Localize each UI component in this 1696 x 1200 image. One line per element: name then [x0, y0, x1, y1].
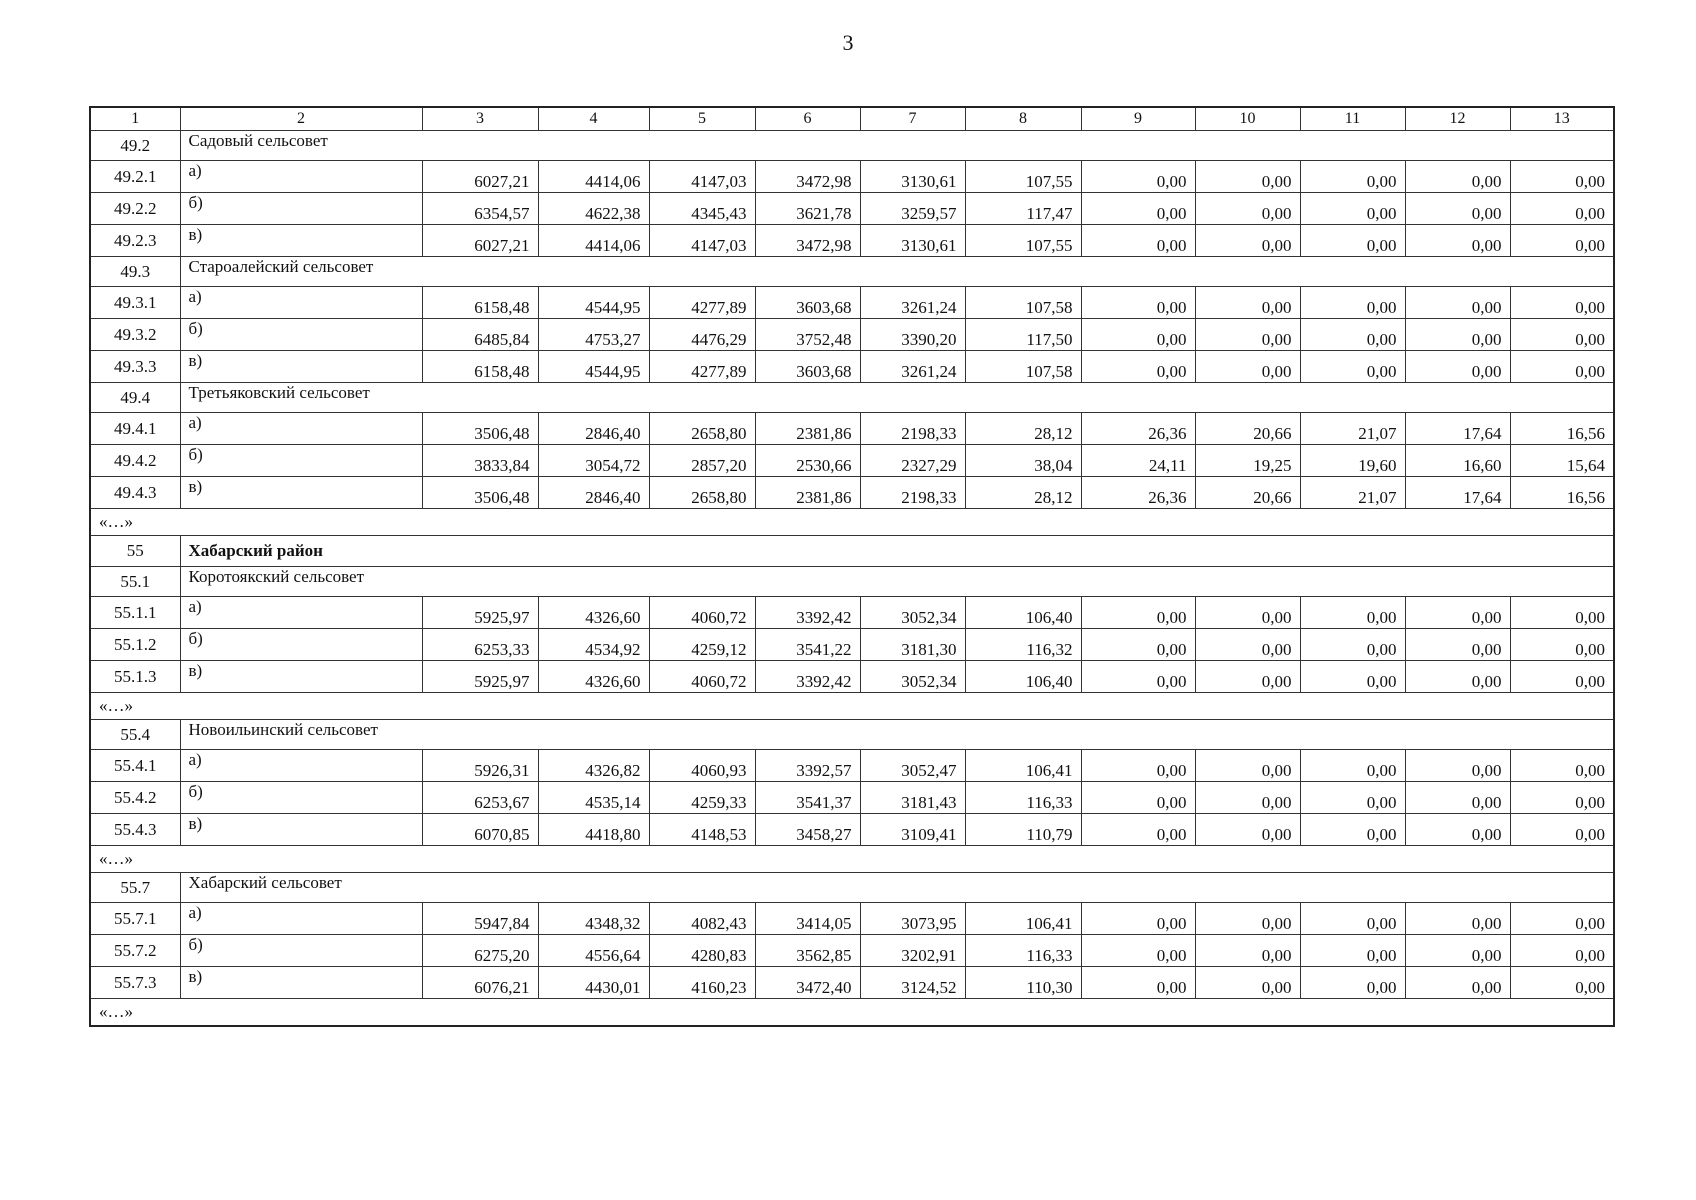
value-cell: 0,00	[1081, 661, 1195, 693]
table-row	[90, 193, 1614, 225]
column-number: 13	[1510, 107, 1614, 131]
column-number: 8	[965, 107, 1081, 131]
value-cell: 0,00	[1510, 161, 1614, 193]
value-cell: 2381,86	[755, 413, 860, 445]
value-cell: 5925,97	[422, 597, 538, 629]
value-cell: 2381,86	[755, 477, 860, 509]
settlement-name: Третьяковский сельсовет	[180, 383, 1614, 413]
value-cell: 106,41	[965, 750, 1081, 782]
value-cell: 0,00	[1195, 967, 1300, 999]
value-cell: 4277,89	[649, 287, 755, 319]
value-cell: 0,00	[1300, 629, 1405, 661]
value-cell: 0,00	[1195, 193, 1300, 225]
value-cell: 0,00	[1510, 287, 1614, 319]
value-cell: 0,00	[1300, 193, 1405, 225]
value-cell: 0,00	[1081, 161, 1195, 193]
row-label: б)	[180, 629, 422, 661]
value-cell: 4060,93	[649, 750, 755, 782]
omission-mark: «…»	[90, 846, 1614, 873]
settlement-header-row	[90, 257, 1614, 287]
value-cell: 4060,72	[649, 661, 755, 693]
value-cell: 0,00	[1405, 629, 1510, 661]
value-cell: 0,00	[1195, 351, 1300, 383]
value-cell: 6158,48	[422, 351, 538, 383]
row-code: 55.1.2	[90, 629, 180, 661]
value-cell: 4544,95	[538, 351, 649, 383]
value-cell: 3833,84	[422, 445, 538, 477]
value-cell: 0,00	[1510, 225, 1614, 257]
row-code: 49.4.1	[90, 413, 180, 445]
value-cell: 0,00	[1195, 935, 1300, 967]
value-cell: 3541,22	[755, 629, 860, 661]
settlement-name: Хабарский сельсовет	[180, 873, 1614, 903]
value-cell: 6253,33	[422, 629, 538, 661]
value-cell: 21,07	[1300, 413, 1405, 445]
row-code: 55.4.3	[90, 814, 180, 846]
value-cell: 5947,84	[422, 903, 538, 935]
value-cell: 0,00	[1510, 661, 1614, 693]
value-cell: 0,00	[1195, 597, 1300, 629]
value-cell: 4277,89	[649, 351, 755, 383]
value-cell: 106,40	[965, 597, 1081, 629]
value-cell: 2846,40	[538, 413, 649, 445]
value-cell: 0,00	[1300, 750, 1405, 782]
settlement-header-row	[90, 131, 1614, 161]
value-cell: 0,00	[1300, 814, 1405, 846]
row-label: б)	[180, 445, 422, 477]
value-cell: 4535,14	[538, 782, 649, 814]
value-cell: 0,00	[1510, 935, 1614, 967]
value-cell: 0,00	[1405, 661, 1510, 693]
value-cell: 0,00	[1300, 225, 1405, 257]
row-code: 55.4.1	[90, 750, 180, 782]
value-cell: 3202,91	[860, 935, 965, 967]
value-cell: 4345,43	[649, 193, 755, 225]
row-code: 55.1	[90, 567, 180, 597]
value-cell: 2198,33	[860, 477, 965, 509]
table-row	[90, 351, 1614, 383]
column-number: 6	[755, 107, 860, 131]
value-cell: 3506,48	[422, 477, 538, 509]
table-row	[90, 750, 1614, 782]
value-cell: 0,00	[1081, 935, 1195, 967]
value-cell: 6485,84	[422, 319, 538, 351]
value-cell: 20,66	[1195, 477, 1300, 509]
value-cell: 0,00	[1195, 903, 1300, 935]
value-cell: 4414,06	[538, 225, 649, 257]
value-cell: 0,00	[1195, 661, 1300, 693]
settlement-name: Староалейский сельсовет	[180, 257, 1614, 287]
row-label: в)	[180, 351, 422, 383]
row-code: 49.3	[90, 257, 180, 287]
value-cell: 0,00	[1405, 319, 1510, 351]
value-cell: 5926,31	[422, 750, 538, 782]
value-cell: 0,00	[1195, 629, 1300, 661]
value-cell: 4160,23	[649, 967, 755, 999]
value-cell: 4348,32	[538, 903, 649, 935]
row-code: 49.3.3	[90, 351, 180, 383]
row-label: в)	[180, 814, 422, 846]
value-cell: 3261,24	[860, 287, 965, 319]
value-cell: 0,00	[1300, 967, 1405, 999]
value-cell: 6027,21	[422, 225, 538, 257]
value-cell: 6354,57	[422, 193, 538, 225]
row-label: б)	[180, 193, 422, 225]
value-cell: 0,00	[1510, 629, 1614, 661]
column-number: 3	[422, 107, 538, 131]
value-cell: 4753,27	[538, 319, 649, 351]
value-cell: 3752,48	[755, 319, 860, 351]
district-name: Хабарский район	[180, 536, 1614, 567]
value-cell: 116,33	[965, 935, 1081, 967]
value-cell: 0,00	[1300, 661, 1405, 693]
row-label: а)	[180, 287, 422, 319]
value-cell: 2530,66	[755, 445, 860, 477]
row-label: а)	[180, 903, 422, 935]
column-number: 4	[538, 107, 649, 131]
value-cell: 4060,72	[649, 597, 755, 629]
value-cell: 4326,82	[538, 750, 649, 782]
value-cell: 0,00	[1195, 814, 1300, 846]
value-cell: 3392,42	[755, 597, 860, 629]
column-number: 5	[649, 107, 755, 131]
value-cell: 0,00	[1081, 750, 1195, 782]
row-label: в)	[180, 477, 422, 509]
row-code: 55.7.3	[90, 967, 180, 999]
value-cell: 0,00	[1081, 193, 1195, 225]
row-label: б)	[180, 319, 422, 351]
settlement-header-row	[90, 567, 1614, 597]
value-cell: 0,00	[1510, 351, 1614, 383]
omission-mark: «…»	[90, 999, 1614, 1027]
settlement-header-row	[90, 720, 1614, 750]
value-cell: 0,00	[1405, 225, 1510, 257]
value-cell: 3259,57	[860, 193, 965, 225]
value-cell: 3472,98	[755, 225, 860, 257]
value-cell: 0,00	[1405, 351, 1510, 383]
row-code: 49.3.1	[90, 287, 180, 319]
value-cell: 2658,80	[649, 413, 755, 445]
value-cell: 4147,03	[649, 161, 755, 193]
row-code: 55.7.1	[90, 903, 180, 935]
row-code: 49.4.3	[90, 477, 180, 509]
value-cell: 106,40	[965, 661, 1081, 693]
value-cell: 15,64	[1510, 445, 1614, 477]
value-cell: 0,00	[1300, 782, 1405, 814]
table-row	[90, 287, 1614, 319]
value-cell: 116,32	[965, 629, 1081, 661]
value-cell: 21,07	[1300, 477, 1405, 509]
value-cell: 0,00	[1300, 319, 1405, 351]
table-row	[90, 597, 1614, 629]
value-cell: 3390,20	[860, 319, 965, 351]
value-cell: 2198,33	[860, 413, 965, 445]
value-cell: 0,00	[1510, 903, 1614, 935]
value-cell: 0,00	[1195, 319, 1300, 351]
value-cell: 0,00	[1081, 629, 1195, 661]
column-number: 12	[1405, 107, 1510, 131]
value-cell: 0,00	[1300, 597, 1405, 629]
value-cell: 4147,03	[649, 225, 755, 257]
row-code: 49.2.1	[90, 161, 180, 193]
value-cell: 107,55	[965, 225, 1081, 257]
row-label: а)	[180, 750, 422, 782]
value-cell: 20,66	[1195, 413, 1300, 445]
value-cell: 0,00	[1081, 319, 1195, 351]
table-row	[90, 477, 1614, 509]
column-number: 9	[1081, 107, 1195, 131]
column-number: 1	[90, 107, 180, 131]
value-cell: 0,00	[1300, 935, 1405, 967]
value-cell: 16,60	[1405, 445, 1510, 477]
value-cell: 0,00	[1081, 782, 1195, 814]
value-cell: 0,00	[1405, 193, 1510, 225]
value-cell: 3073,95	[860, 903, 965, 935]
row-code: 55.4.2	[90, 782, 180, 814]
value-cell: 0,00	[1510, 319, 1614, 351]
value-cell: 0,00	[1510, 750, 1614, 782]
value-cell: 4556,64	[538, 935, 649, 967]
value-cell: 3052,34	[860, 597, 965, 629]
value-cell: 3054,72	[538, 445, 649, 477]
value-cell: 0,00	[1405, 903, 1510, 935]
value-cell: 28,12	[965, 477, 1081, 509]
row-label: а)	[180, 413, 422, 445]
table-row	[90, 903, 1614, 935]
value-cell: 0,00	[1405, 750, 1510, 782]
table-row	[90, 319, 1614, 351]
value-cell: 0,00	[1081, 351, 1195, 383]
value-cell: 4082,43	[649, 903, 755, 935]
value-cell: 0,00	[1405, 814, 1510, 846]
settlement-name: Новоильинский сельсовет	[180, 720, 1614, 750]
value-cell: 0,00	[1081, 967, 1195, 999]
column-number-row	[90, 107, 1614, 131]
row-label: б)	[180, 782, 422, 814]
value-cell: 0,00	[1195, 782, 1300, 814]
row-code: 55.1.3	[90, 661, 180, 693]
value-cell: 16,56	[1510, 413, 1614, 445]
value-cell: 3124,52	[860, 967, 965, 999]
value-cell: 3472,40	[755, 967, 860, 999]
value-cell: 3130,61	[860, 161, 965, 193]
value-cell: 6253,67	[422, 782, 538, 814]
value-cell: 3392,42	[755, 661, 860, 693]
value-cell: 0,00	[1081, 225, 1195, 257]
row-label: б)	[180, 935, 422, 967]
value-cell: 4259,33	[649, 782, 755, 814]
tariff-table	[89, 106, 1615, 1027]
value-cell: 3621,78	[755, 193, 860, 225]
row-label: в)	[180, 225, 422, 257]
value-cell: 6076,21	[422, 967, 538, 999]
row-code: 49.4.2	[90, 445, 180, 477]
value-cell: 4326,60	[538, 661, 649, 693]
value-cell: 38,04	[965, 445, 1081, 477]
value-cell: 3392,57	[755, 750, 860, 782]
value-cell: 3181,43	[860, 782, 965, 814]
value-cell: 3603,68	[755, 287, 860, 319]
value-cell: 19,60	[1300, 445, 1405, 477]
row-code: 49.2	[90, 131, 180, 161]
value-cell: 107,55	[965, 161, 1081, 193]
row-code: 55.4	[90, 720, 180, 750]
value-cell: 106,41	[965, 903, 1081, 935]
table-row	[90, 782, 1614, 814]
value-cell: 4430,01	[538, 967, 649, 999]
district-header-row	[90, 536, 1614, 567]
row-code: 49.4	[90, 383, 180, 413]
value-cell: 4259,12	[649, 629, 755, 661]
column-number: 10	[1195, 107, 1300, 131]
value-cell: 0,00	[1300, 351, 1405, 383]
value-cell: 24,11	[1081, 445, 1195, 477]
value-cell: 3603,68	[755, 351, 860, 383]
value-cell: 0,00	[1195, 225, 1300, 257]
row-code: 55.7.2	[90, 935, 180, 967]
value-cell: 2658,80	[649, 477, 755, 509]
value-cell: 4476,29	[649, 319, 755, 351]
value-cell: 4414,06	[538, 161, 649, 193]
value-cell: 3130,61	[860, 225, 965, 257]
value-cell: 4622,38	[538, 193, 649, 225]
value-cell: 0,00	[1081, 287, 1195, 319]
value-cell: 0,00	[1510, 782, 1614, 814]
column-number: 7	[860, 107, 965, 131]
value-cell: 117,50	[965, 319, 1081, 351]
value-cell: 4534,92	[538, 629, 649, 661]
settlement-header-row	[90, 383, 1614, 413]
value-cell: 3541,37	[755, 782, 860, 814]
table-row	[90, 445, 1614, 477]
omission-mark: «…»	[90, 509, 1614, 536]
row-code: 49.2.2	[90, 193, 180, 225]
value-cell: 0,00	[1081, 903, 1195, 935]
value-cell: 3472,98	[755, 161, 860, 193]
value-cell: 0,00	[1510, 193, 1614, 225]
row-code: 49.3.2	[90, 319, 180, 351]
value-cell: 4326,60	[538, 597, 649, 629]
settlement-name: Садовый сельсовет	[180, 131, 1614, 161]
omission-row	[90, 846, 1614, 873]
value-cell: 0,00	[1195, 750, 1300, 782]
value-cell: 0,00	[1081, 597, 1195, 629]
value-cell: 0,00	[1195, 161, 1300, 193]
value-cell: 17,64	[1405, 477, 1510, 509]
omission-mark: «…»	[90, 693, 1614, 720]
value-cell: 3458,27	[755, 814, 860, 846]
row-label: а)	[180, 597, 422, 629]
table-row	[90, 814, 1614, 846]
value-cell: 19,25	[1195, 445, 1300, 477]
settlement-name: Коротоякский сельсовет	[180, 567, 1614, 597]
value-cell: 3109,41	[860, 814, 965, 846]
value-cell: 3052,47	[860, 750, 965, 782]
omission-row	[90, 693, 1614, 720]
value-cell: 6158,48	[422, 287, 538, 319]
value-cell: 0,00	[1300, 287, 1405, 319]
value-cell: 0,00	[1405, 161, 1510, 193]
table-row	[90, 413, 1614, 445]
value-cell: 16,56	[1510, 477, 1614, 509]
table-row	[90, 967, 1614, 999]
row-label: в)	[180, 661, 422, 693]
value-cell: 17,64	[1405, 413, 1510, 445]
value-cell: 0,00	[1510, 967, 1614, 999]
value-cell: 3562,85	[755, 935, 860, 967]
value-cell: 110,30	[965, 967, 1081, 999]
value-cell: 4148,53	[649, 814, 755, 846]
omission-row	[90, 999, 1614, 1027]
value-cell: 107,58	[965, 351, 1081, 383]
column-number: 11	[1300, 107, 1405, 131]
table-row	[90, 161, 1614, 193]
table-row	[90, 225, 1614, 257]
row-code: 55	[90, 536, 180, 567]
value-cell: 3414,05	[755, 903, 860, 935]
value-cell: 0,00	[1300, 161, 1405, 193]
value-cell: 2846,40	[538, 477, 649, 509]
value-cell: 0,00	[1405, 782, 1510, 814]
value-cell: 3261,24	[860, 351, 965, 383]
value-cell: 26,36	[1081, 477, 1195, 509]
value-cell: 6070,85	[422, 814, 538, 846]
value-cell: 28,12	[965, 413, 1081, 445]
value-cell: 0,00	[1405, 967, 1510, 999]
value-cell: 2327,29	[860, 445, 965, 477]
row-label: в)	[180, 967, 422, 999]
value-cell: 116,33	[965, 782, 1081, 814]
value-cell: 6275,20	[422, 935, 538, 967]
settlement-header-row	[90, 873, 1614, 903]
value-cell: 0,00	[1195, 287, 1300, 319]
value-cell: 0,00	[1405, 935, 1510, 967]
value-cell: 6027,21	[422, 161, 538, 193]
value-cell: 0,00	[1300, 903, 1405, 935]
value-cell: 3052,34	[860, 661, 965, 693]
value-cell: 0,00	[1081, 814, 1195, 846]
value-cell: 3181,30	[860, 629, 965, 661]
value-cell: 107,58	[965, 287, 1081, 319]
table-row	[90, 661, 1614, 693]
value-cell: 3506,48	[422, 413, 538, 445]
table-row	[90, 935, 1614, 967]
value-cell: 4280,83	[649, 935, 755, 967]
row-code: 55.7	[90, 873, 180, 903]
value-cell: 117,47	[965, 193, 1081, 225]
row-code: 55.1.1	[90, 597, 180, 629]
table-row	[90, 629, 1614, 661]
table-body	[90, 107, 1614, 1026]
value-cell: 0,00	[1405, 597, 1510, 629]
value-cell: 110,79	[965, 814, 1081, 846]
value-cell: 5925,97	[422, 661, 538, 693]
value-cell: 0,00	[1510, 814, 1614, 846]
omission-row	[90, 509, 1614, 536]
row-label: а)	[180, 161, 422, 193]
value-cell: 4418,80	[538, 814, 649, 846]
value-cell: 0,00	[1405, 287, 1510, 319]
page-number: 3	[842, 30, 854, 55]
value-cell: 2857,20	[649, 445, 755, 477]
value-cell: 26,36	[1081, 413, 1195, 445]
row-code: 49.2.3	[90, 225, 180, 257]
value-cell: 4544,95	[538, 287, 649, 319]
value-cell: 0,00	[1510, 597, 1614, 629]
column-number: 2	[180, 107, 422, 131]
